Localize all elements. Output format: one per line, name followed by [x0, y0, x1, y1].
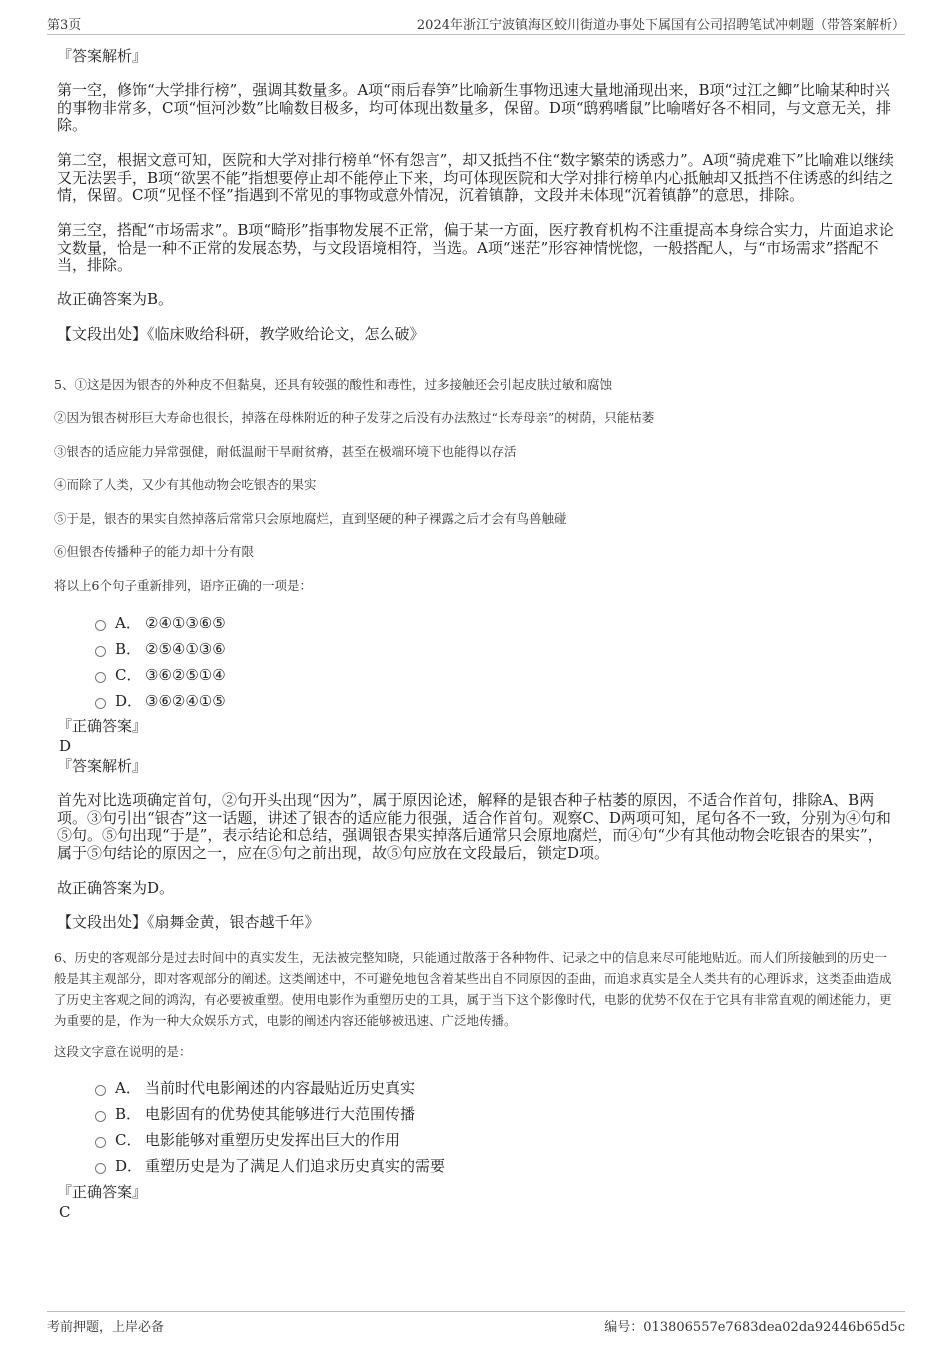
q6-stem: 这段文字意在说明的是：	[54, 1044, 192, 1059]
document-id: 编号：013806557e7683dea02da92446b65d5c	[604, 1320, 905, 1335]
q4-analysis-p1: 第一空，修饰“大学排行榜”，强调其数量多。A项“雨后春笋”比喻新生事物迅速大量地涌现出来，B项“过江之鲫”比喻某种时兴的事物非常多，C项“恒河沙数”比喻数目极多，均可体现出数量多，保留。D项“鸱鸦嗜鼠”比喻嗜好各不相同，与文意无关，排除。	[57, 81, 892, 134]
q5-sentence-5: ⑤于是，银杏的果实自然掉落后常常只会原地腐烂，直到坚硬的种子裸露之后才会有鸟兽触碰	[54, 511, 567, 526]
q6-option-b[interactable]: B． 电影固有的优势使其能够进行大范围传播	[95, 1103, 415, 1124]
q5-answer: D	[59, 737, 72, 755]
radio-icon[interactable]	[95, 698, 106, 709]
q6-option-c[interactable]: C． 电影能够对重塑历史发挥出巨大的作用	[95, 1129, 400, 1150]
q5-answer-label: 『正确答案』	[57, 717, 148, 735]
radio-icon[interactable]	[95, 1163, 106, 1174]
footer-slogan: 考前押题，上岸必备	[47, 1320, 165, 1335]
radio-icon[interactable]	[95, 672, 106, 683]
q6-option-a[interactable]: A． 当前时代电影阐述的内容最贴近历史真实	[95, 1077, 415, 1098]
radio-icon[interactable]	[95, 1137, 106, 1148]
q5-option-d[interactable]: D． ③⑥②④①⑤	[95, 690, 226, 711]
radio-icon[interactable]	[95, 1085, 106, 1096]
q5-option-b[interactable]: B． ②⑤④①③⑥	[95, 638, 226, 659]
page-header	[47, 12, 905, 35]
q6-option-d[interactable]: D． 重塑历史是为了满足人们追求历史真实的需要	[95, 1155, 445, 1176]
q5-source: 【文段出处】《扇舞金黄，银杏越千年》	[57, 913, 320, 931]
q5-sentence-2: ②因为银杏树形巨大寿命也很长，掉落在母株附近的种子发芽之后没有办法熬过“长寿母亲”的树荫，只能枯萎	[54, 410, 655, 425]
q5-option-a[interactable]: A． ②④①③⑥⑤	[95, 612, 226, 633]
radio-icon[interactable]	[95, 620, 106, 631]
q5-sentence-1: 5、①这是因为银杏的外种皮不但黏臭，还具有较强的酸性和毒性，过多接触还会引起皮肤过敏和腐蚀	[54, 377, 612, 392]
document-title: 2024年浙江宁波镇海区蛟川街道办事处下属国有公司招聘笔试冲刺题（带答案解析）	[416, 18, 905, 33]
q4-analysis-label: 『答案解析』	[57, 47, 148, 65]
q4-analysis-p2: 第二空，根据文意可知，医院和大学对排行榜单“怀有怨言”，却又抵挡不住“数字繁荣的诱惑力”。A项“骑虎难下”比喻难以继续又无法罢手，B项“欲罢不能”指想要停止却不能停止下来，均可体现医院和大学对排行榜单内心抵触却又抵挡不住诱惑的纠结之情，保留。C项“见怪不怪”指遇到不常见的事物或意外情况，沉着镇静，文段并未体现“沉着镇静”的意思，排除。	[57, 151, 894, 204]
q5-sentence-6: ⑥但银杏传播种子的能力却十分有限	[54, 544, 255, 559]
q5-conclusion: 故正确答案为D。	[57, 879, 175, 897]
q6-answer: C	[59, 1203, 71, 1221]
q4-conclusion: 故正确答案为B。	[57, 290, 174, 308]
q5-option-c[interactable]: C． ③⑥②⑤①④	[95, 664, 226, 685]
q5-analysis: 首先对比选项确定首句，②句开头出现“因为”，属于原因论述，解释的是银杏种子枯萎的原因，不适合作首句，排除A、B两项。③句引出“银杏”这一话题，讲述了银杏的适应能力很强，适合作首句。观察C、D两项可知，尾句各不一致，分别为④句和⑤句。⑤句出现“于是”，表示结论和总结，强调银杏果实掉落后通常只会原地腐烂，而④句“少有其他动物会吃银杏的果实”，属于⑤句结论的原因之一，应在⑤句之前出现，故⑤句应放在文段最后，锁定D项。	[57, 791, 891, 862]
page-number: 第3页	[47, 18, 82, 33]
q5-sentence-3: ③银杏的适应能力异常强健，耐低温耐干旱耐贫瘠，甚至在极端环境下也能得以存活	[54, 444, 517, 459]
q5-analysis-label: 『答案解析』	[57, 757, 148, 775]
q4-analysis-p3: 第三空，搭配“市场需求”。B项“畸形”指事物发展不正常，偏于某一方面，医疗教育机构不注重提高本身综合实力，片面追求论文数量，恰是一种不正常的发展态势，与文段语境相符，当选。A项“迷茫”形容神情恍惚，一般搭配人，与“市场需求”搭配不当，排除。	[57, 221, 894, 274]
q6-passage: 6、历史的客观部分是过去时间中的真实发生，无法被完整知晓，只能通过散落于各种物件、记录之中的信息来尽可能地贴近。而人们所接触到的历史一般是其主观部分，即对客观部分的阐述。这类阐述中，不可避免地包含着某些出自不同原因的歪曲，而追求真实是全人类共有的心理诉求，这类歪曲造成了历史主客观之间的鸿沟，有必要被重塑。使用电影作为重塑历史的工具，属于当下这个影像时代，电影的优势不仅在于它具有非常直观的阐述能力，更为重要的是，作为一种大众娱乐方式，电影的阐述内容还能够被迅速、广泛地传播。	[54, 950, 892, 1028]
q4-source: 【文段出处】《临床败给科研，教学败给论文，怎么破》	[57, 325, 425, 343]
page-footer	[47, 1311, 905, 1336]
q5-stem: 将以上6个句子重新排列，语序正确的一项是：	[54, 578, 312, 593]
radio-icon[interactable]	[95, 646, 106, 657]
q6-answer-label: 『正确答案』	[57, 1183, 148, 1201]
radio-icon[interactable]	[95, 1111, 106, 1122]
q5-sentence-4: ④而除了人类，又少有其他动物会吃银杏的果实	[54, 477, 317, 492]
